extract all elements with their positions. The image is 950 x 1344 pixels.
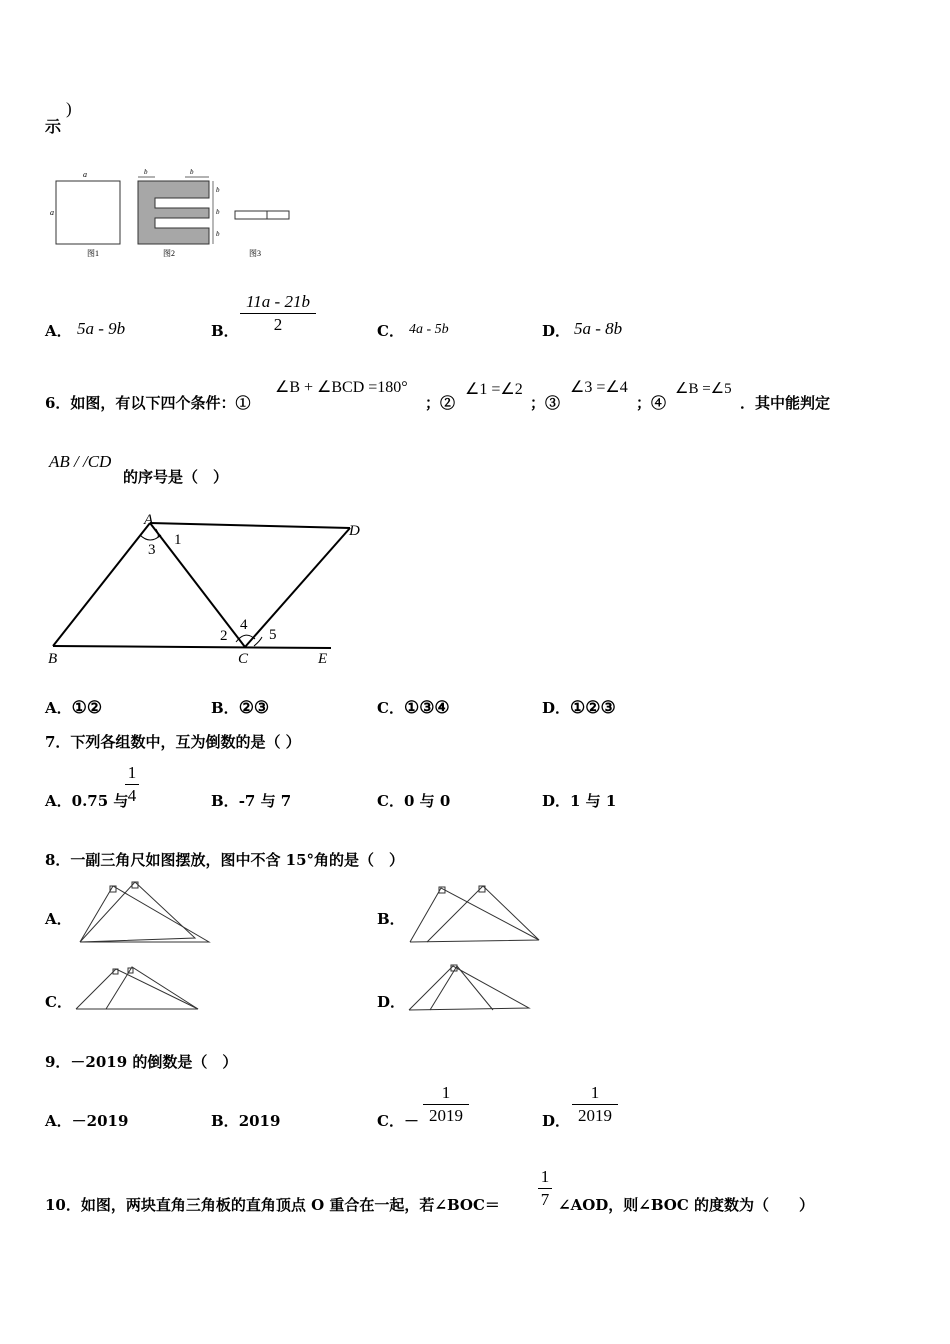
q5-option-b-den: 2 (273, 315, 283, 334)
q5-option-d-letter: D． (542, 322, 571, 340)
q5-option-d-expr: 5a - 8b (574, 319, 623, 338)
q6-label-1: 1 (174, 532, 182, 548)
q9-option-a: A．－2019 (45, 1112, 129, 1130)
q9-option-b: B．2019 (211, 1112, 281, 1130)
q5-option-b-fraction (240, 292, 316, 335)
q5-option-a-expr: 5a - 9b (77, 319, 126, 338)
q6-line-ac (150, 523, 245, 647)
q5-fig2-top-small: b (144, 168, 148, 176)
q9-option-d-fraction: 1 2019 (572, 1083, 618, 1126)
q6-line-be (53, 646, 331, 648)
q5-caption-1: 图1 (87, 249, 99, 258)
q5-fig2-right-3: b (216, 230, 220, 238)
q6-condition-1: ∠B + ∠BCD =180° (275, 379, 408, 396)
q5-fig1-top-label: a (83, 170, 87, 179)
q10-stem-part2: ∠AOD，则∠BOC 的度数为（ ） (558, 1196, 815, 1214)
q9-option-c: C．－ (377, 1112, 419, 1130)
q5-fragment: 示 (45, 117, 62, 136)
q6-label-b: B (48, 651, 58, 667)
q10-stem-part1: 10．如图，两块直角三角板的直角顶点 O 重合在一起，若∠BOC＝ (45, 1196, 500, 1214)
q6-prefix: 6．如图，有以下四个条件：① (45, 394, 251, 412)
q8-option-b-figure (405, 880, 545, 946)
q7-option-c: C．0 与 0 (377, 792, 451, 810)
q5-option-b-num: 11a - 21b (246, 292, 310, 311)
q8-option-c-letter: C． (45, 993, 72, 1011)
q6-line-ad (150, 523, 350, 528)
q5-figures (45, 162, 305, 264)
q6-suffix: ．其中能判定 (740, 394, 831, 412)
q5-fig2-top-right: b (190, 168, 194, 176)
q6-sep-4: ；④ (636, 394, 667, 412)
q6-sep-2: ；② (425, 394, 456, 412)
q6-line-ab (53, 523, 150, 646)
q9-option-d: D． (542, 1112, 571, 1130)
q8-option-b-letter: B． (377, 910, 405, 928)
q5-option-a-letter: A． (45, 322, 72, 340)
q6-option-a: A．①② (45, 698, 103, 718)
q6-parallel-expr: AB / /CD (49, 452, 112, 471)
q5-fig3-rect (235, 211, 289, 219)
q6-label-e: E (318, 651, 328, 667)
q8-option-a-letter: A． (45, 910, 72, 928)
q9-option-c-fraction: 1 2019 (423, 1083, 469, 1126)
q8-option-c-figure (72, 965, 207, 1015)
q6-figure (40, 505, 370, 675)
q7-option-b: B．-7 与 7 (211, 792, 292, 810)
q7-option-a-fraction: 1 4 (125, 763, 139, 806)
q5-option-c-expr: 4a - 5b (409, 322, 449, 337)
q6-condition-3: ∠3 =∠4 (570, 379, 628, 396)
q5-fig2-right-2: b (216, 208, 220, 216)
q8-stem: 8．一副三角尺如图摆放，图中不含 15°角的是（ ） (45, 851, 405, 869)
q6-label-4: 4 (240, 617, 248, 633)
q7-stem: 7．下列各组数中，互为倒数的是（ ） (45, 733, 301, 751)
q6-condition-2: ∠1 =∠2 (465, 381, 523, 398)
q6-sep-3: ；③ (530, 394, 561, 412)
q6-label-2: 2 (220, 628, 228, 644)
q8-option-d-letter: D． (377, 993, 406, 1011)
q5-fig1-square (56, 181, 120, 244)
q6-label-a: A (144, 512, 154, 528)
q5-fig1-left-label: a (50, 208, 54, 217)
q9-stem: 9．－2019 的倒数是（ ） (45, 1053, 238, 1071)
q5-fig2-right-1: b (216, 186, 220, 194)
q6-label-c: C (238, 651, 249, 667)
q5-paren: ) (66, 99, 72, 118)
q6-option-c: C．①③④ (377, 698, 450, 718)
q6-arc-c5 (254, 637, 262, 646)
q6-condition-4: ∠B =∠5 (675, 381, 732, 397)
q8-option-d-figure (405, 962, 540, 1014)
q5-option-c-letter: C． (377, 322, 404, 340)
q10-fraction: 1 7 (538, 1167, 552, 1210)
q6-option-b: B．②③ (211, 698, 270, 718)
q6-line-cd (245, 528, 350, 647)
q6-label-3: 3 (148, 542, 156, 558)
q6-stem-end: 的序号是（ ） (123, 468, 229, 486)
q6-option-d: D．①②③ (542, 698, 616, 718)
q5-fig2-shape (138, 181, 209, 244)
q6-label-d: D (349, 523, 360, 539)
q7-option-d: D．1 与 1 (542, 792, 617, 810)
q8-option-a-figure (75, 880, 215, 946)
q5-caption-2: 图2 (163, 249, 175, 258)
q7-option-a: A．0.75 与 (45, 792, 129, 810)
q5-option-b-letter: B． (211, 322, 239, 340)
q6-label-5: 5 (269, 627, 277, 643)
q5-caption-3: 图3 (249, 249, 261, 258)
